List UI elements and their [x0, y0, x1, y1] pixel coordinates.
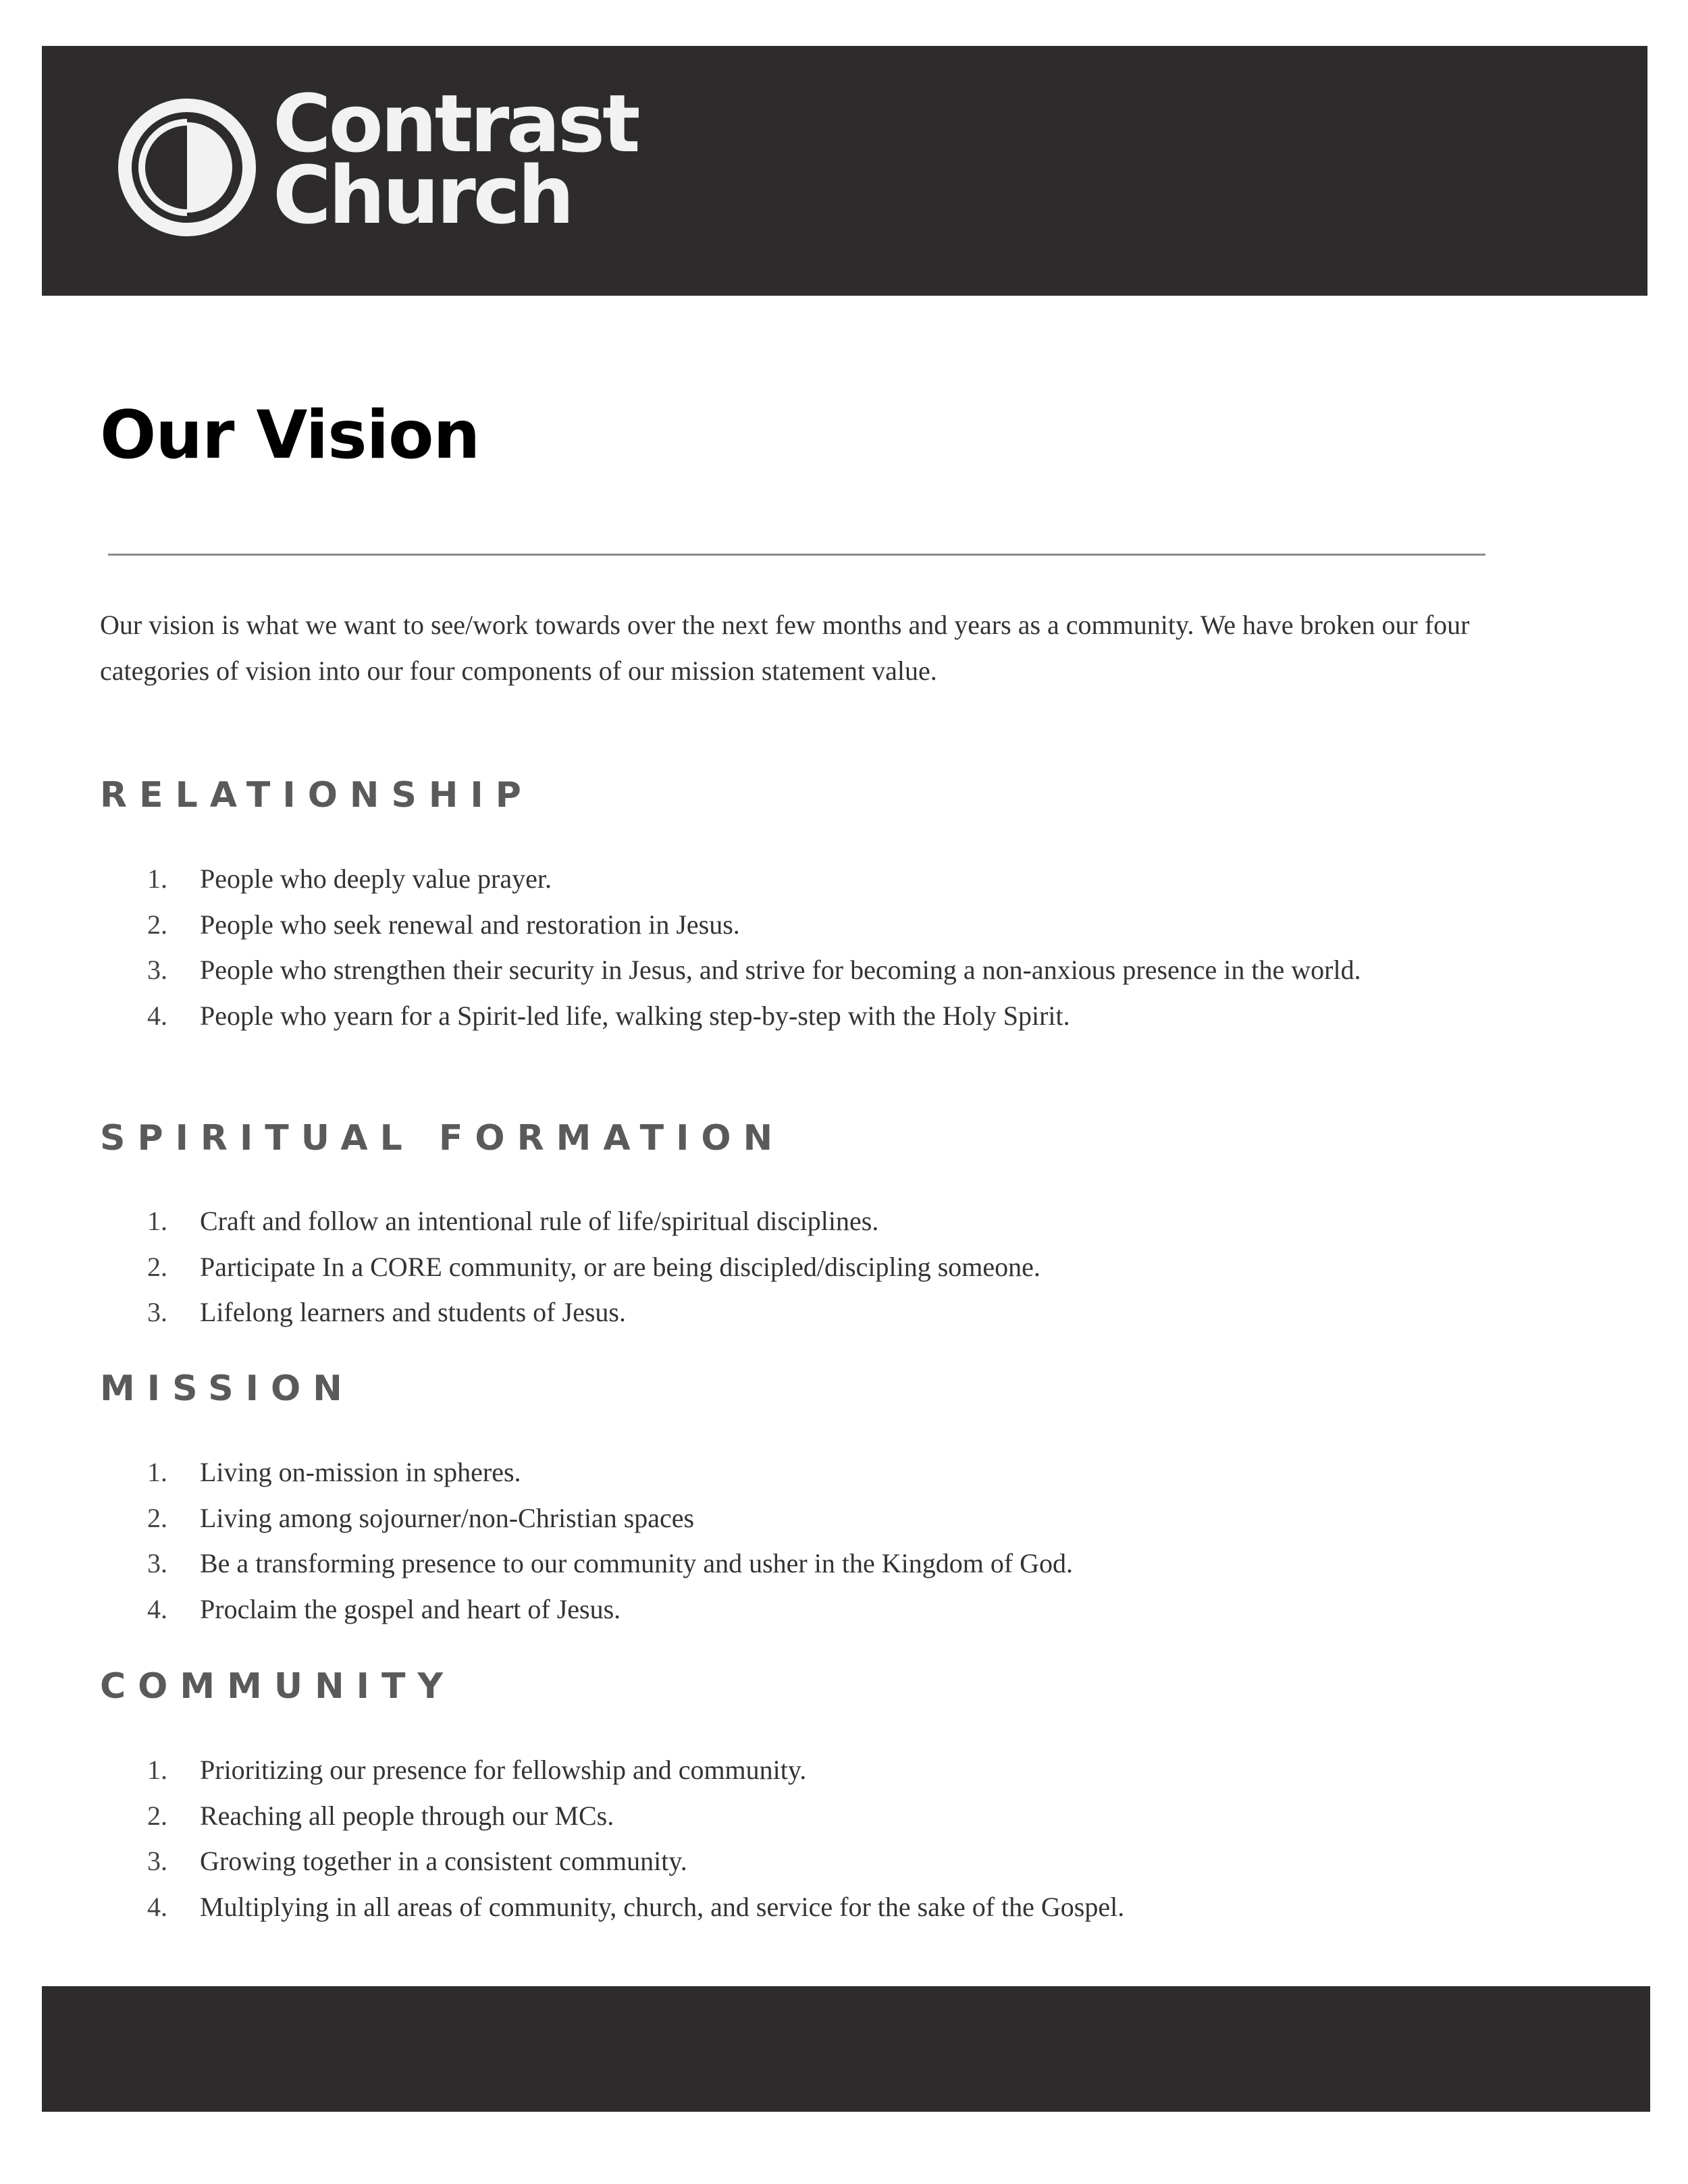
list-item: 4. People who yearn for a Spirit-led life, walking step-by-step with the Holy Spirit.	[147, 1000, 1070, 1031]
footer-bar	[42, 1986, 1650, 2112]
community-list	[100, 1747, 1450, 1929]
section-heading-community: COMMUNITY	[100, 1666, 456, 1707]
spiritual-formation-list	[100, 1198, 1450, 1335]
list-item: 3. Growing together in a consistent community.	[147, 1846, 687, 1876]
list-item: 1. Living on-mission in spheres.	[147, 1457, 521, 1487]
header-bar	[42, 46, 1647, 296]
logo-line-1: Contrast	[273, 77, 638, 170]
list-item: 4. Multiplying in all areas of community, church, and service for the sake of the Gospel.	[147, 1891, 1125, 1922]
intro-paragraph: Our vision is what we want to see/work towards over the next few months and years as a community. We have broken our four categories of vision into our four components of our mission statement value.	[100, 610, 1470, 686]
list-item: 3. Lifelong learners and students of Jesus.	[147, 1297, 626, 1327]
list-item: 2. Living among sojourner/non-Christian spaces	[147, 1502, 695, 1533]
list-item: 2. Reaching all people through our MCs.	[147, 1800, 614, 1831]
mission-list	[100, 1449, 1450, 1632]
list-item: 1. People who deeply value prayer.	[147, 863, 552, 894]
list-item: 1. Prioritizing our presence for fellowship and community.	[147, 1755, 807, 1785]
relationship-list	[100, 856, 1450, 1038]
list-item: 3. Be a transforming presence to our community and usher in the Kingdom of God.	[147, 1548, 1074, 1578]
list-item: 1. Craft and follow an intentional rule of life/spiritual disciplines.	[147, 1206, 879, 1236]
section-heading-spiritual-formation: SPIRITUAL FORMATION	[100, 1118, 785, 1158]
list-item: 4. Proclaim the gospel and heart of Jesus.	[147, 1593, 621, 1624]
half-circle-logo-icon	[116, 97, 258, 238]
list-item: 3. People who strengthen their security in Jesus, and strive for becoming a non-anxious presence in the world.	[147, 955, 1361, 985]
logo-wordmark	[273, 77, 638, 242]
title-divider	[108, 554, 1485, 556]
logo-line-2: Church	[273, 149, 572, 242]
list-item: 2. People who seek renewal and restoration in Jesus.	[147, 909, 740, 940]
page-title: Our Vision	[100, 397, 480, 474]
section-heading-mission: MISSION	[100, 1368, 354, 1409]
section-heading-relationship: RELATIONSHIP	[100, 775, 533, 816]
list-item: 2. Participate In a CORE community, or are being discipled/discipling someone.	[147, 1251, 1040, 1282]
